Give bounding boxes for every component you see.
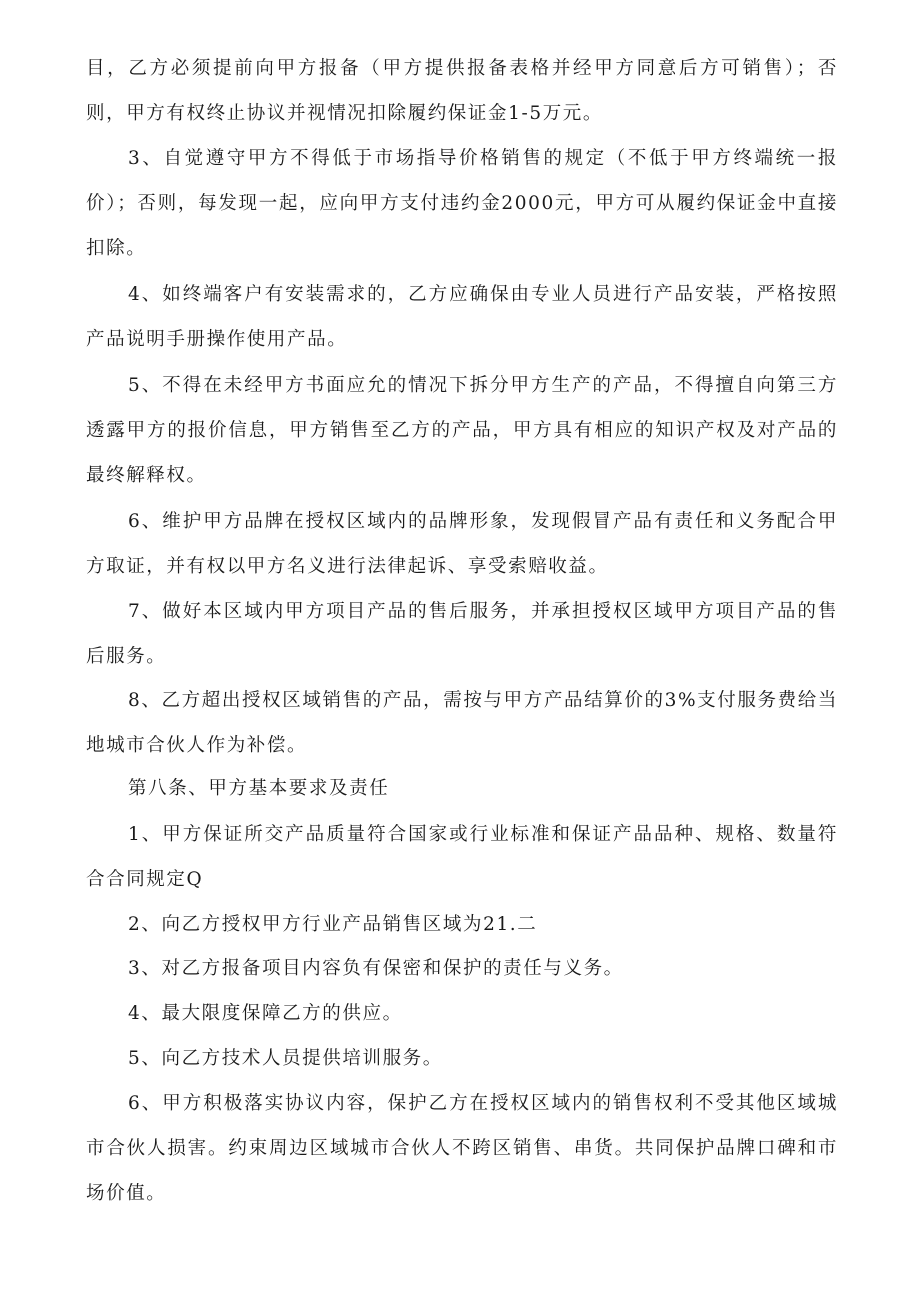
paragraph-duty-6: 6、甲方积极落实协议内容，保护乙方在授权区域内的销售权利不受其他区域城市合伙人损害。约束周边区域城市合伙人不跨区销售、串货。共同保护品牌口碑和市场价值。: [86, 1093, 838, 1204]
paragraph-duty-1: 1、甲方保证所交产品质量符合国家或行业标准和保证产品品种、规格、数量符合合同规定Q: [86, 824, 838, 890]
paragraph-item-3: 3、自觉遵守甲方不得低于市场指导价格销售的规定（不低于甲方终端统一报价）；否则，每发现一起，应向甲方支付违约金2000元，甲方可从履约保证金中直接扣除。: [86, 148, 838, 259]
paragraph-duty-5: 5、向乙方技术人员提供培训服务。: [128, 1048, 443, 1069]
section-heading-article-8: 第八条、甲方基本要求及责任: [128, 778, 390, 799]
paragraph-item-6: 6、维护甲方品牌在授权区域内的品牌形象，发现假冒产品有责任和义务配合甲方取证，并有权以甲方名义进行法律起诉、享受索赔收益。: [86, 511, 838, 577]
paragraph-item-7: 7、做好本区域内甲方项目产品的售后服务，并承担授权区域甲方项目产品的售后服务。: [86, 601, 838, 667]
paragraph-item-4: 4、如终端客户有安装需求的，乙方应确保由专业人员进行产品安装，严格按照产品说明手册操作使用产品。: [86, 284, 838, 350]
paragraph-duty-3: 3、对乙方报备项目内容负有保密和保护的责任与义务。: [128, 958, 624, 979]
paragraph-item-8: 8、乙方超出授权区域销售的产品，需按与甲方产品结算价的3%支付服务费给当地城市合伙人作为补偿。: [86, 690, 838, 756]
paragraph-duty-2: 2、向乙方授权甲方行业产品销售区域为21.二: [128, 914, 538, 935]
paragraph-item-5: 5、不得在未经甲方书面应允的情况下拆分甲方生产的产品，不得擅自向第三方透露甲方的报价信息，甲方销售至乙方的产品，甲方具有相应的知识产权及对产品的最终解释权。: [86, 375, 838, 486]
paragraph-continuation: 目，乙方必须提前向甲方报备（甲方提供报备表格并经甲方同意后方可销售）；否则，甲方有权终止协议并视情况扣除履约保证金1-5万元。: [86, 58, 838, 124]
paragraph-duty-4: 4、最大限度保障乙方的供应。: [128, 1003, 403, 1024]
